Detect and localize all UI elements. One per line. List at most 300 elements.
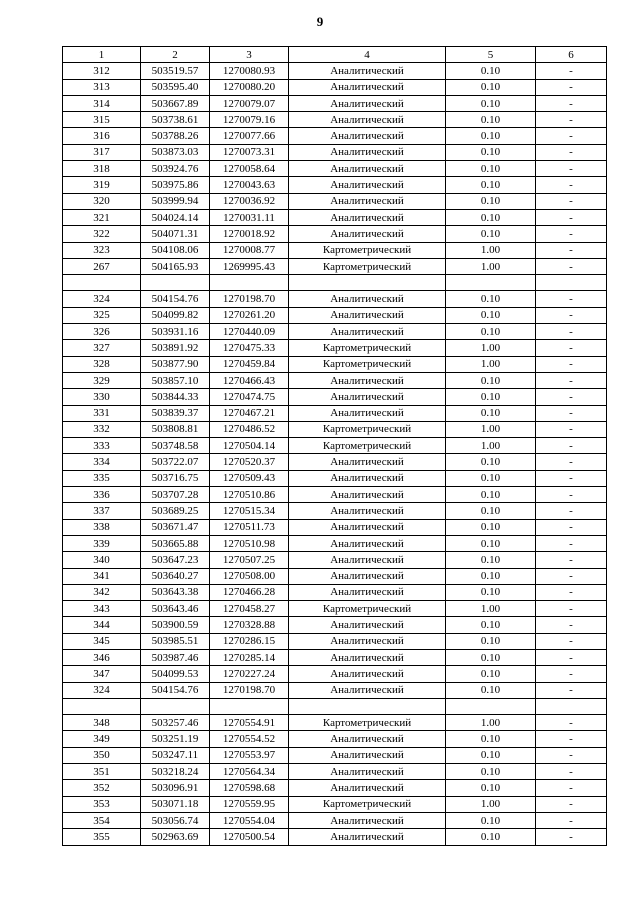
table-cell: 503873.03 <box>141 144 210 160</box>
table-cell: 503218.24 <box>141 764 210 780</box>
table-cell: 312 <box>63 63 141 79</box>
table-cell: Аналитический <box>289 161 446 177</box>
table-row <box>63 829 607 845</box>
table-cell: 0.10 <box>446 95 536 111</box>
table-cell: - <box>536 340 607 356</box>
table-cell: 0.10 <box>446 291 536 307</box>
table-row <box>63 584 607 600</box>
table-cell: 352 <box>63 780 141 796</box>
table-cell: 0.10 <box>446 552 536 568</box>
table-cell: 1270077.66 <box>210 128 289 144</box>
table-cell: - <box>536 764 607 780</box>
table-cell: Картометрический <box>289 438 446 454</box>
table-cell <box>63 275 141 291</box>
table-cell: 503891.92 <box>141 340 210 356</box>
table-cell: 1.00 <box>446 438 536 454</box>
table-cell: 1270598.68 <box>210 780 289 796</box>
table-cell: Аналитический <box>289 193 446 209</box>
table-row <box>63 63 607 79</box>
table-row <box>63 242 607 258</box>
table-cell: Аналитический <box>289 519 446 535</box>
table-cell: 1270073.31 <box>210 144 289 160</box>
table-cell: 504071.31 <box>141 226 210 242</box>
table-header-row <box>63 47 607 63</box>
table-cell: - <box>536 324 607 340</box>
table-cell: Аналитический <box>289 454 446 470</box>
table-cell: 318 <box>63 161 141 177</box>
table-cell: 351 <box>63 764 141 780</box>
table-cell: 1.00 <box>446 356 536 372</box>
table-cell: Аналитический <box>289 552 446 568</box>
table-row <box>63 291 607 307</box>
table-cell: 1270198.70 <box>210 682 289 698</box>
table-cell: 503808.81 <box>141 421 210 437</box>
table-cell: Картометрический <box>289 242 446 258</box>
table-row <box>63 780 607 796</box>
table-row <box>63 438 607 454</box>
table-cell: 0.10 <box>446 682 536 698</box>
table-cell: - <box>536 242 607 258</box>
table-cell: 0.10 <box>446 666 536 682</box>
table-cell: 1270504.14 <box>210 438 289 454</box>
table-row <box>63 340 607 356</box>
table-cell: 1270467.21 <box>210 405 289 421</box>
table-cell <box>446 698 536 714</box>
table-cell: - <box>536 568 607 584</box>
table-row <box>63 95 607 111</box>
table-cell: 1270466.43 <box>210 372 289 388</box>
table-cell <box>141 275 210 291</box>
table-cell: 0.10 <box>446 829 536 845</box>
table-cell: 1270474.75 <box>210 389 289 405</box>
table-cell: 347 <box>63 666 141 682</box>
table-cell: - <box>536 226 607 242</box>
table-cell <box>210 275 289 291</box>
table-cell: - <box>536 112 607 128</box>
table-cell: - <box>536 633 607 649</box>
column-header: 1 <box>63 47 141 63</box>
table-cell: - <box>536 731 607 747</box>
column-header: 5 <box>446 47 536 63</box>
table-cell: 503096.91 <box>141 780 210 796</box>
table-cell: 503900.59 <box>141 617 210 633</box>
table-cell: 0.10 <box>446 112 536 128</box>
table-cell: 324 <box>63 291 141 307</box>
table-cell <box>141 698 210 714</box>
table-cell: Аналитический <box>289 291 446 307</box>
table-cell: 0.10 <box>446 389 536 405</box>
table-cell: 502963.69 <box>141 829 210 845</box>
table-cell <box>536 698 607 714</box>
column-header: 6 <box>536 47 607 63</box>
table-cell: 1270486.52 <box>210 421 289 437</box>
table-cell: - <box>536 666 607 682</box>
table-cell: - <box>536 812 607 828</box>
table-cell: - <box>536 617 607 633</box>
table-cell <box>210 698 289 714</box>
table-row <box>63 128 607 144</box>
table-cell: 503857.10 <box>141 372 210 388</box>
table-cell: 1270261.20 <box>210 307 289 323</box>
table-row <box>63 324 607 340</box>
table-cell: 0.10 <box>446 649 536 665</box>
table-cell: 315 <box>63 112 141 128</box>
table-cell: 503647.23 <box>141 552 210 568</box>
table-cell: 1.00 <box>446 796 536 812</box>
table-cell: 0.10 <box>446 535 536 551</box>
table-cell: 0.10 <box>446 617 536 633</box>
table-cell: Аналитический <box>289 584 446 600</box>
table-cell: 503640.27 <box>141 568 210 584</box>
table-cell: Аналитический <box>289 144 446 160</box>
table-cell: 1270508.00 <box>210 568 289 584</box>
table-cell: 503665.88 <box>141 535 210 551</box>
table-cell: 503877.90 <box>141 356 210 372</box>
table-cell: 0.10 <box>446 519 536 535</box>
table-cell: Аналитический <box>289 470 446 486</box>
table-cell: 1270510.86 <box>210 487 289 503</box>
table-cell: 0.10 <box>446 144 536 160</box>
table-row <box>63 421 607 437</box>
table-cell: 503707.28 <box>141 487 210 503</box>
table-cell: 355 <box>63 829 141 845</box>
table-cell: 345 <box>63 633 141 649</box>
table-cell: - <box>536 356 607 372</box>
table-cell: 320 <box>63 193 141 209</box>
table-cell: 1270520.37 <box>210 454 289 470</box>
coordinates-table <box>62 46 607 846</box>
table-cell: 503748.58 <box>141 438 210 454</box>
table-cell: 333 <box>63 438 141 454</box>
table-cell: 1270564.34 <box>210 764 289 780</box>
table-body <box>63 63 607 845</box>
table-cell: 504154.76 <box>141 291 210 307</box>
table-cell: 0.10 <box>446 128 536 144</box>
table-cell: 1270510.98 <box>210 535 289 551</box>
table-cell: - <box>536 829 607 845</box>
table-row <box>63 307 607 323</box>
table-cell: 503257.46 <box>141 715 210 731</box>
table-cell: 0.10 <box>446 503 536 519</box>
table-cell: 0.10 <box>446 307 536 323</box>
table-cell: 503999.94 <box>141 193 210 209</box>
table-cell: 316 <box>63 128 141 144</box>
table-cell: 503931.16 <box>141 324 210 340</box>
table-cell: Аналитический <box>289 63 446 79</box>
table-cell: - <box>536 438 607 454</box>
table-cell: 0.10 <box>446 63 536 79</box>
table-cell: - <box>536 796 607 812</box>
table-cell: 349 <box>63 731 141 747</box>
table-cell: 0.10 <box>446 454 536 470</box>
table-cell: 1270553.97 <box>210 747 289 763</box>
table-row <box>63 796 607 812</box>
table-cell: - <box>536 747 607 763</box>
table-cell <box>446 275 536 291</box>
table-cell: 350 <box>63 747 141 763</box>
table-cell: 326 <box>63 324 141 340</box>
table-cell: 334 <box>63 454 141 470</box>
table-cell: 332 <box>63 421 141 437</box>
table-row <box>63 226 607 242</box>
table-cell: 319 <box>63 177 141 193</box>
table-row <box>63 649 607 665</box>
table-cell: 1270079.07 <box>210 95 289 111</box>
table-cell: 0.10 <box>446 193 536 209</box>
table-cell: - <box>536 291 607 307</box>
table-cell: 0.10 <box>446 177 536 193</box>
table-cell: 341 <box>63 568 141 584</box>
table-cell: 353 <box>63 796 141 812</box>
table-cell: 331 <box>63 405 141 421</box>
table-cell: 1270515.34 <box>210 503 289 519</box>
table-cell: 327 <box>63 340 141 356</box>
table-cell: - <box>536 307 607 323</box>
table-cell: 1270440.09 <box>210 324 289 340</box>
table-cell: 267 <box>63 258 141 274</box>
table-cell: 1270554.91 <box>210 715 289 731</box>
table-cell: 1270459.84 <box>210 356 289 372</box>
table-row <box>63 601 607 617</box>
table-row <box>63 144 607 160</box>
table-row <box>63 372 607 388</box>
table-cell: 1270058.64 <box>210 161 289 177</box>
table-cell: 503738.61 <box>141 112 210 128</box>
table-cell: Аналитический <box>289 128 446 144</box>
table-cell: 0.10 <box>446 209 536 225</box>
table-cell: 343 <box>63 601 141 617</box>
table-cell: Аналитический <box>289 95 446 111</box>
table-cell: - <box>536 454 607 470</box>
table-cell: 1270554.04 <box>210 812 289 828</box>
table-cell: 0.10 <box>446 584 536 600</box>
table-cell: 1270198.70 <box>210 291 289 307</box>
table-row <box>63 258 607 274</box>
table-cell: 1269995.43 <box>210 258 289 274</box>
table-cell <box>536 275 607 291</box>
table-cell: 1270008.77 <box>210 242 289 258</box>
table-cell: 0.10 <box>446 372 536 388</box>
table-row <box>63 535 607 551</box>
table-cell: 335 <box>63 470 141 486</box>
table-cell: Аналитический <box>289 812 446 828</box>
table-cell: Аналитический <box>289 112 446 128</box>
table-cell: - <box>536 715 607 731</box>
table-cell: 504024.14 <box>141 209 210 225</box>
table-cell: 504099.82 <box>141 307 210 323</box>
table-cell: 1270507.25 <box>210 552 289 568</box>
table-cell: 0.10 <box>446 470 536 486</box>
table-cell: 1270475.33 <box>210 340 289 356</box>
table-cell: Картометрический <box>289 715 446 731</box>
table-cell: - <box>536 161 607 177</box>
table-row <box>63 617 607 633</box>
table-cell: 1.00 <box>446 340 536 356</box>
table-cell: Аналитический <box>289 747 446 763</box>
table-cell: 339 <box>63 535 141 551</box>
table-cell: 0.10 <box>446 764 536 780</box>
table-cell: 0.10 <box>446 161 536 177</box>
table-cell: 503689.25 <box>141 503 210 519</box>
table-row <box>63 715 607 731</box>
table-cell: - <box>536 193 607 209</box>
table-row <box>63 389 607 405</box>
table-cell: 1270500.54 <box>210 829 289 845</box>
table-cell: 1.00 <box>446 421 536 437</box>
table-cell: 340 <box>63 552 141 568</box>
table-cell: 1270328.88 <box>210 617 289 633</box>
table-cell: - <box>536 519 607 535</box>
table-cell: Аналитический <box>289 633 446 649</box>
table-cell: Картометрический <box>289 340 446 356</box>
table-cell: 336 <box>63 487 141 503</box>
table-cell: 503975.86 <box>141 177 210 193</box>
table-cell: Картометрический <box>289 796 446 812</box>
table-cell: 346 <box>63 649 141 665</box>
table-row <box>63 112 607 128</box>
table-row <box>63 568 607 584</box>
table-cell: 337 <box>63 503 141 519</box>
table-cell: 1270079.16 <box>210 112 289 128</box>
table-row <box>63 633 607 649</box>
table-cell: 503595.40 <box>141 79 210 95</box>
table-row <box>63 666 607 682</box>
table-cell: 314 <box>63 95 141 111</box>
table-cell: Аналитический <box>289 209 446 225</box>
table-row <box>63 487 607 503</box>
table-cell: Аналитический <box>289 764 446 780</box>
table-cell: 0.10 <box>446 405 536 421</box>
table-cell: 503643.38 <box>141 584 210 600</box>
table-cell: - <box>536 209 607 225</box>
table-row <box>63 356 607 372</box>
table-cell: 503056.74 <box>141 812 210 828</box>
table-cell: 503985.51 <box>141 633 210 649</box>
table-cell: 330 <box>63 389 141 405</box>
table-cell: 1270458.27 <box>210 601 289 617</box>
table-cell: 1270036.92 <box>210 193 289 209</box>
table-cell: 324 <box>63 682 141 698</box>
table-cell: 504108.06 <box>141 242 210 258</box>
table-row <box>63 682 607 698</box>
table-cell: - <box>536 144 607 160</box>
table-cell: - <box>536 535 607 551</box>
table-cell: - <box>536 79 607 95</box>
table-cell: 0.10 <box>446 747 536 763</box>
table-cell: 0.10 <box>446 79 536 95</box>
table-cell: - <box>536 649 607 665</box>
table-cell: 325 <box>63 307 141 323</box>
table-cell: Картометрический <box>289 258 446 274</box>
table-cell <box>289 275 446 291</box>
table-cell: 503924.76 <box>141 161 210 177</box>
table-cell: Аналитический <box>289 731 446 747</box>
table-cell: - <box>536 389 607 405</box>
table-cell: 1270018.92 <box>210 226 289 242</box>
table-cell: Аналитический <box>289 307 446 323</box>
table-cell <box>63 698 141 714</box>
table-cell: - <box>536 503 607 519</box>
table-cell: 503071.18 <box>141 796 210 812</box>
table-cell: - <box>536 780 607 796</box>
table-cell: 1270031.11 <box>210 209 289 225</box>
table-cell: 0.10 <box>446 226 536 242</box>
table-cell: - <box>536 128 607 144</box>
table-cell: 1.00 <box>446 601 536 617</box>
table-cell: Аналитический <box>289 666 446 682</box>
table-cell: 504165.93 <box>141 258 210 274</box>
table-cell: 1.00 <box>446 715 536 731</box>
table-row <box>63 79 607 95</box>
table-cell: 504099.53 <box>141 666 210 682</box>
table-cell: Аналитический <box>289 649 446 665</box>
table-cell: 321 <box>63 209 141 225</box>
table-cell: 503716.75 <box>141 470 210 486</box>
table-row <box>63 405 607 421</box>
table-cell: 503844.33 <box>141 389 210 405</box>
table-cell: 0.10 <box>446 731 536 747</box>
table-cell: 1270227.24 <box>210 666 289 682</box>
table-cell: 1270554.52 <box>210 731 289 747</box>
column-header: 2 <box>141 47 210 63</box>
table-cell: Аналитический <box>289 780 446 796</box>
table-cell: Аналитический <box>289 226 446 242</box>
table-row <box>63 209 607 225</box>
table-cell: - <box>536 682 607 698</box>
table-cell: 342 <box>63 584 141 600</box>
table-row <box>63 552 607 568</box>
table-row <box>63 503 607 519</box>
table-cell: 354 <box>63 812 141 828</box>
table-cell: Аналитический <box>289 177 446 193</box>
table-cell: - <box>536 584 607 600</box>
table-cell: - <box>536 487 607 503</box>
table-cell: - <box>536 552 607 568</box>
table-cell: 1270080.93 <box>210 63 289 79</box>
table-cell: 1270080.20 <box>210 79 289 95</box>
table-cell: Аналитический <box>289 617 446 633</box>
table-row <box>63 812 607 828</box>
table-cell: Аналитический <box>289 79 446 95</box>
table-cell: - <box>536 95 607 111</box>
table-row <box>63 193 607 209</box>
table-cell: 329 <box>63 372 141 388</box>
table-cell: 1270466.28 <box>210 584 289 600</box>
table-cell: - <box>536 258 607 274</box>
table-cell: Аналитический <box>289 405 446 421</box>
table-cell: Аналитический <box>289 503 446 519</box>
table-row <box>63 764 607 780</box>
table-cell: 503839.37 <box>141 405 210 421</box>
table-cell: 1.00 <box>446 242 536 258</box>
table-cell: Аналитический <box>289 568 446 584</box>
table-cell: Картометрический <box>289 421 446 437</box>
table-cell: 503722.07 <box>141 454 210 470</box>
table-cell: 503251.19 <box>141 731 210 747</box>
table-cell: 322 <box>63 226 141 242</box>
table-cell: 0.10 <box>446 633 536 649</box>
table-cell: 503247.11 <box>141 747 210 763</box>
table-cell: 1270285.14 <box>210 649 289 665</box>
table-cell: 328 <box>63 356 141 372</box>
table-cell: Аналитический <box>289 389 446 405</box>
table-row <box>63 519 607 535</box>
table-cell: - <box>536 405 607 421</box>
table-cell: 338 <box>63 519 141 535</box>
table-cell: 313 <box>63 79 141 95</box>
table-cell: 504154.76 <box>141 682 210 698</box>
table-cell: Аналитический <box>289 682 446 698</box>
